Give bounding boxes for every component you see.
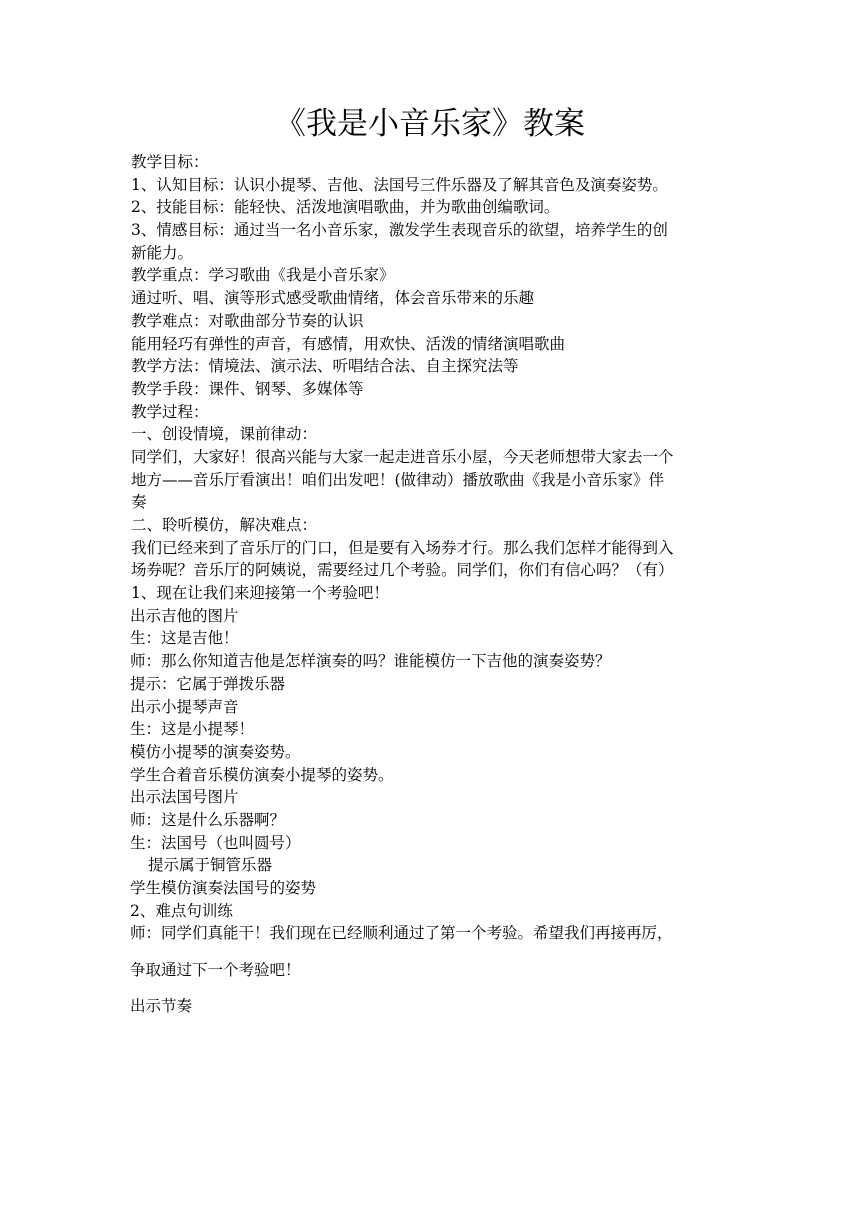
text-line: 教学方法：情境法、演示法、听唱结合法、自主探究法等	[131, 357, 519, 376]
text-line: 提示：它属于弹拨乐器	[130, 674, 286, 693]
text-line: 2、技能目标：能轻快、活泼地演唱歌曲，并为歌曲创编歌词。	[131, 198, 560, 217]
text-line: 生：这是小提琴！	[130, 720, 255, 739]
text-line: 1、现在让我们来迎接第一个考验吧！	[131, 584, 389, 603]
text-line: 二、聆听模仿，解决难点：	[131, 516, 318, 534]
text-line: 同学们，大家好！很高兴能与大家一起走进音乐小屋，今天老师想带大家去一个	[131, 447, 674, 466]
text-line: 出示小提琴声音	[130, 697, 239, 716]
text-line: 教学难点：对歌曲部分节奏的认识	[131, 311, 364, 330]
text-line: 一、创设情境，课前律动：	[131, 425, 318, 444]
text-line: 教学过程：	[131, 402, 209, 421]
text-line: 争取通过下一个考验吧！	[130, 961, 301, 980]
text-line: 我们已经来到了音乐厅的门口，但是要有入场券才行。那么我们怎样才能得到入	[131, 538, 674, 557]
text-line: 生：这是吉他！	[130, 629, 239, 648]
text-line: 模仿小提琴的演奏姿势。	[130, 742, 301, 761]
text-line: 场券呢？音乐厅的阿姨说，需要经过几个考验。同学们，你们有信心吗？（有）	[131, 561, 674, 580]
text-line: 师：那么你知道吉他是怎样演奏的吗？谁能模仿一下吉他的演奏姿势？	[130, 652, 611, 671]
text-line: 能用轻巧有弹性的声音，有感情，用欢快、活泼的情绪演唱歌曲	[131, 334, 566, 353]
text-line: 1、认知目标：认识小提琴、吉他、法国号三件乐器及了解其音色及演奏姿势。	[131, 175, 668, 194]
text-line: 生：法国号（也叫圆号）	[130, 833, 301, 852]
document-title: 《我是小音乐家》教案	[275, 106, 585, 142]
text-line: 教学重点：学习歌曲《我是小音乐家》	[131, 266, 395, 285]
text-line: 师：同学们真能干！我们现在已经顺利通过了第一个考验。希望我们再接再厉，	[130, 924, 673, 943]
text-line: 新能力。	[131, 243, 194, 262]
text-line: 2、难点句训练	[130, 901, 233, 920]
text-line: 3、情感目标：通过当一名小音乐家，激发学生表现音乐的欲望，培养学生的创	[131, 221, 668, 240]
text-line: 通过听、唱、演等形式感受歌曲情绪，体会音乐带来的乐趣	[131, 289, 535, 308]
text-line: 出示节奏	[130, 996, 193, 1015]
text-line: 教学手段：课件、钢琴、多媒体等	[131, 379, 364, 398]
text-line: 奏	[131, 493, 147, 512]
text-line: 提示属于铜管乐器	[148, 856, 273, 875]
text-line: 学生模仿演奏法国号的姿势	[130, 879, 317, 897]
text-line: 地方——音乐厅看演出！咱们出发吧！(做律动）播放歌曲《我是小音乐家》伴	[131, 470, 665, 489]
text-line: 学生合着音乐模仿演奏小提琴的姿势。	[130, 765, 394, 784]
document-body	[131, 151, 733, 1017]
text-line: 出示法国号图片	[130, 788, 239, 807]
text-line: 出示吉他的图片	[130, 606, 239, 625]
text-line: 教学目标：	[131, 153, 209, 171]
text-line: 师：这是什么乐器啊？	[130, 810, 286, 829]
